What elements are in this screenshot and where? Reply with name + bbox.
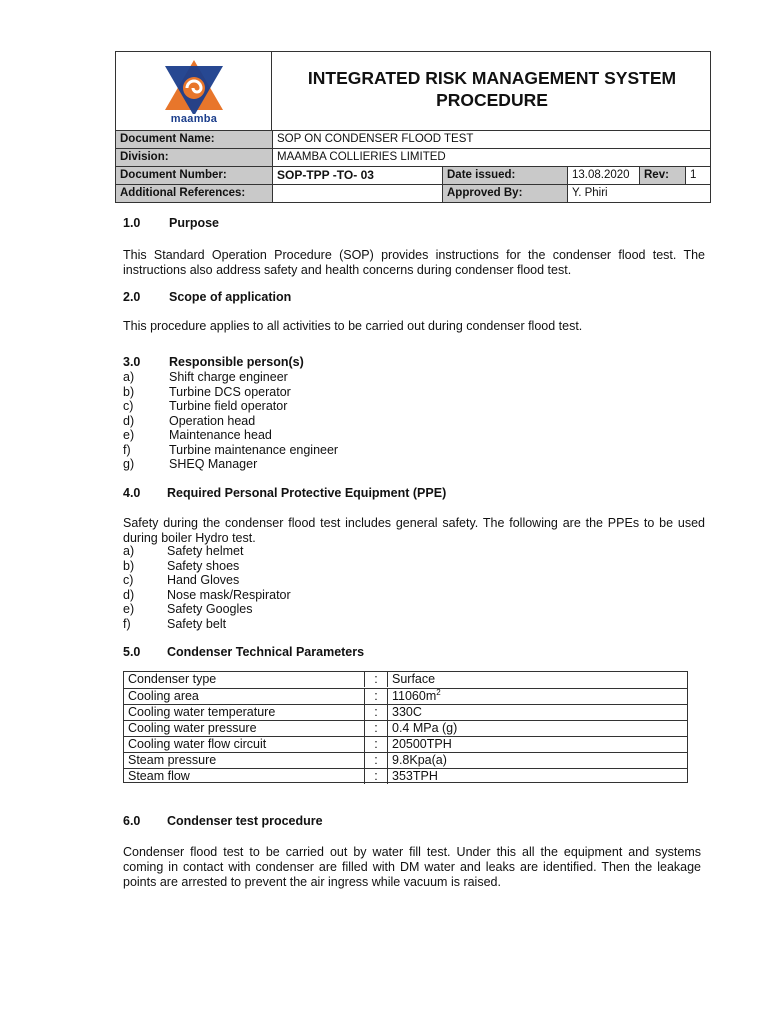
section-4-text: Safety during the condenser flood test includes general safety. The following are the PPEs to be used during boiler Hydro test. xyxy=(123,516,705,545)
table-row xyxy=(124,720,687,736)
list-marker: d) xyxy=(123,413,135,428)
document-title xyxy=(273,52,711,130)
section-title: Condenser Technical Parameters xyxy=(167,645,365,659)
division-row xyxy=(116,148,710,166)
param-name: Steam pressure xyxy=(128,753,217,767)
list-marker: e) xyxy=(123,602,135,616)
document-header xyxy=(115,51,711,203)
additional-references-label: Additional References: xyxy=(116,185,272,202)
maamba-logo-icon xyxy=(161,58,227,114)
section-number: 1.0 xyxy=(123,216,141,230)
param-separator: : xyxy=(364,737,387,752)
additional-references-value xyxy=(272,185,442,202)
table-row xyxy=(124,736,687,752)
param-value-text: 11060m xyxy=(392,689,437,703)
param-value-text: 20500TPH xyxy=(392,737,452,751)
condenser-parameters-table xyxy=(123,671,688,783)
param-value xyxy=(387,753,687,768)
brand-name: maamba xyxy=(170,113,218,125)
param-value-text: Surface xyxy=(392,672,436,686)
header-info-rows xyxy=(116,130,710,202)
list-marker: e) xyxy=(123,428,135,442)
document-name-row xyxy=(116,130,710,148)
param-separator: : xyxy=(364,689,387,704)
document-name-value: SOP ON CONDENSER FLOOD TEST xyxy=(272,131,710,148)
param-name: Cooling water temperature xyxy=(128,705,276,719)
table-row xyxy=(124,688,687,704)
param-value xyxy=(387,737,687,752)
param-separator: : xyxy=(364,721,387,736)
param-value xyxy=(387,705,687,720)
revision-label: Rev: xyxy=(639,167,685,184)
param-superscript: 2 xyxy=(436,687,441,697)
list-text: Shift charge engineer xyxy=(169,370,288,384)
table-row xyxy=(124,768,687,784)
title-line-1: INTEGRATED RISK MANAGEMENT SYSTEM xyxy=(307,68,677,88)
param-value xyxy=(387,689,687,704)
list-marker: a) xyxy=(123,370,135,384)
section-2-text: This procedure applies to all activities to be carried out during condenser flood test. xyxy=(123,319,583,333)
section-title: Responsible person(s) xyxy=(169,355,304,369)
table-row xyxy=(124,672,687,688)
list-text: Nose mask/Respirator xyxy=(167,587,291,602)
section-title: Scope of application xyxy=(169,290,292,304)
date-issued-label: Date issued: xyxy=(442,167,567,184)
section-title: Condenser test procedure xyxy=(167,814,323,828)
list-text: Safety helmet xyxy=(167,544,244,558)
param-separator: : xyxy=(364,753,387,768)
approved-by-value: Y. Phiri xyxy=(567,185,710,202)
section-number: 4.0 xyxy=(123,486,141,500)
document-name-label: Document Name: xyxy=(116,131,272,148)
section-number: 6.0 xyxy=(123,814,141,828)
section-number: 3.0 xyxy=(123,355,141,369)
param-separator: : xyxy=(364,705,387,720)
list-marker: f) xyxy=(123,616,131,631)
param-value xyxy=(387,672,687,687)
list-text: Safety Googles xyxy=(167,602,253,616)
revision-value: 1 xyxy=(685,167,710,184)
section-6-text: Condenser flood test to be carried out by water fill test. Under this all the equipment and systems coming in contact with condenser are filled with DM water and leaks are identified. Then the leakage points are arrested to prevent the air ingress while vacuum is raised. xyxy=(123,845,701,889)
division-label: Division: xyxy=(116,149,272,166)
list-text: Turbine field operator xyxy=(169,399,288,413)
logo-cell xyxy=(116,52,272,130)
additional-references-row xyxy=(116,184,710,202)
param-name: Condenser type xyxy=(128,672,217,686)
list-marker: c) xyxy=(123,399,134,413)
document-number-label: Document Number: xyxy=(116,167,272,184)
document-number-row xyxy=(116,166,710,184)
section-number: 5.0 xyxy=(123,645,141,659)
param-value xyxy=(387,721,687,736)
section-number: 2.0 xyxy=(123,290,141,304)
param-value-text: 0.4 MPa (g) xyxy=(392,721,458,735)
list-marker: g) xyxy=(123,457,135,471)
list-text: Safety shoes xyxy=(167,558,240,573)
param-value-text: 9.8Kpa(a) xyxy=(392,753,447,767)
param-name: Steam flow xyxy=(128,769,190,783)
list-marker: a) xyxy=(123,544,135,558)
section-1-text: This Standard Operation Procedure (SOP) provides instructions for the condenser flood test. The instructions also address safety and health concerns during condenser flood test. xyxy=(123,248,705,277)
list-text: Hand Gloves xyxy=(167,573,240,587)
param-name: Cooling water flow circuit xyxy=(128,737,267,751)
section-title: Required Personal Protective Equipment (PPE) xyxy=(167,486,447,500)
param-separator: : xyxy=(364,672,387,687)
list-marker: d) xyxy=(123,587,135,602)
list-marker: f) xyxy=(123,442,131,457)
list-text: Turbine DCS operator xyxy=(169,384,291,399)
param-name: Cooling area xyxy=(128,689,199,703)
list-marker: b) xyxy=(123,384,135,399)
list-text: Maintenance head xyxy=(169,428,272,442)
list-marker: b) xyxy=(123,558,135,573)
list-text: Operation head xyxy=(169,413,256,428)
table-row xyxy=(124,704,687,720)
param-value-text: 353TPH xyxy=(392,769,438,783)
section-title: Purpose xyxy=(169,216,220,230)
date-issued-value: 13.08.2020 xyxy=(567,167,639,184)
param-separator: : xyxy=(364,769,387,784)
list-text: SHEQ Manager xyxy=(169,457,258,471)
division-value: MAAMBA COLLIERIES LIMITED xyxy=(272,149,710,166)
list-marker: c) xyxy=(123,573,134,587)
param-value-text: 330C xyxy=(392,705,422,719)
param-value xyxy=(387,769,687,784)
approved-by-label: Approved By: xyxy=(442,185,567,202)
title-line-2: PROCEDURE xyxy=(436,90,548,110)
list-text: Turbine maintenance engineer xyxy=(169,442,339,457)
param-name: Cooling water pressure xyxy=(128,721,257,735)
document-number-value: SOP-TPP -TO- 03 xyxy=(272,167,442,184)
table-row xyxy=(124,752,687,768)
list-text: Safety belt xyxy=(167,616,227,631)
